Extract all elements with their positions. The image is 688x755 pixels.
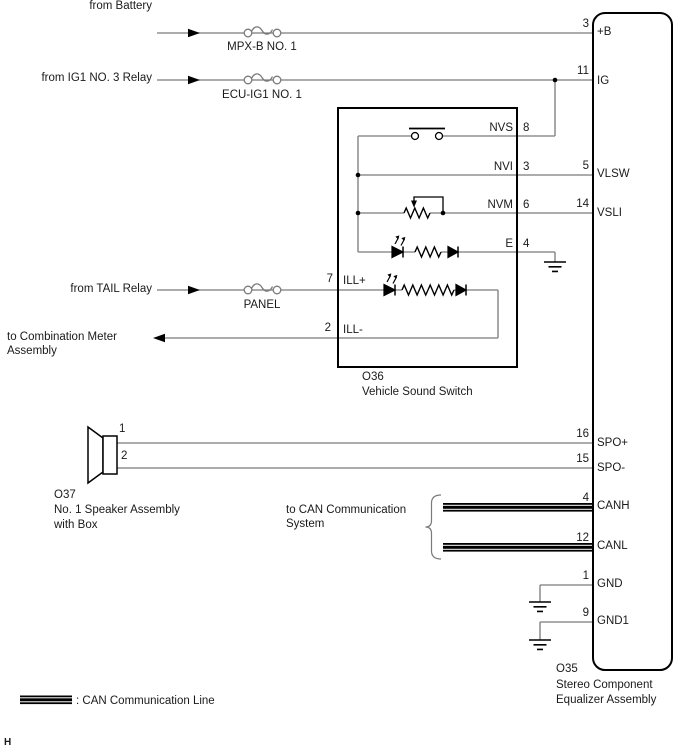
speaker-icon [88,427,117,483]
speaker-id: O37 [54,489,76,501]
fuse-label-panel: PANEL [243,299,281,311]
eq-pin-label-ig: IG [597,75,610,87]
switch-pin-number-nvm: 6 [523,199,530,211]
eq-pin-label-gnd: GND [597,578,623,590]
switch-pin-label-nvm: NVM [487,199,513,211]
eq-pin-number-spo-plus: 16 [576,428,589,440]
switch-pin-number-ill-minus: 2 [324,322,331,334]
eq-pin-label-vsli: VSLI [597,207,622,219]
sound-switch-name: Vehicle Sound Switch [362,386,473,398]
eq-pin-label-canl: CANL [597,540,628,552]
legend-can-text: : CAN Communication Line [76,695,215,707]
source-label-tail-relay: from TAIL Relay [70,283,152,295]
eq-pin-label-vlsw: VLSW [597,168,630,180]
eq-pin-label-canh: CANH [597,500,630,512]
eq-pin-label-b: +B [597,26,612,38]
switch-pin-label-ill-plus: ILL+ [343,275,366,287]
eq-pin-number-b: 3 [582,18,589,30]
arrow-left-icon [153,334,165,343]
fuse-label-mpx-b: MPX-B NO. 1 [227,41,297,53]
eq-pin-number-canl: 12 [576,532,589,544]
speaker-name-2: with Box [54,519,98,531]
arrow-right-icon [188,286,200,295]
source-label-ig1-relay: from IG1 NO. 3 Relay [41,72,152,84]
eq-pin-number-gnd: 1 [582,570,589,582]
eq-pin-number-spo-minus: 15 [576,453,589,465]
dest-label-combination-meter-2: Assembly [7,345,57,357]
eq-pin-number-canh: 4 [582,492,589,504]
eq-pin-number-vlsw: 5 [582,160,589,172]
arrow-right-icon [188,76,200,85]
switch-pin-label-e: E [505,238,513,250]
switch-pin-label-nvs: NVS [489,122,513,134]
switch-pin-number-nvi: 3 [523,161,530,173]
eq-pin-label-gnd1: GND1 [597,615,629,627]
junction-dots [356,78,558,216]
arrowheads [153,29,200,343]
sound-switch-id: O36 [362,371,384,383]
equalizer-id: O35 [556,663,578,675]
equalizer-box [593,13,672,670]
page-marker: H [4,737,12,748]
switch-icon [409,129,445,140]
source-label-battery: from Battery [89,0,152,12]
eq-pin-number-ig: 11 [577,65,589,77]
speaker-pin-1: 1 [119,423,126,435]
legend-can-line-sample [20,696,72,705]
can-brace [426,495,442,559]
arrow-right-icon [188,29,200,38]
switch-pin-number-nvs: 8 [523,122,530,134]
switch-pin-label-nvi: NVI [493,161,513,173]
dest-label-can-system-2: System [286,518,325,530]
eq-pin-label-spo-minus: SPO- [597,462,626,474]
dest-label-combination-meter: to Combination Meter [7,331,117,343]
fuse-label-ecu-ig1: ECU-IG1 NO. 1 [222,89,302,101]
equalizer-name-1: Stereo Component [556,679,653,691]
eq-pin-label-spo-plus: SPO+ [597,437,629,449]
switch-pin-label-ill-minus: ILL- [343,324,363,336]
speaker-pin-2: 2 [121,450,128,462]
eq-pin-number-vsli: 14 [576,198,589,210]
switch-pin-number-ill-plus: 7 [326,273,333,285]
speaker-name-1: No. 1 Speaker Assembly [54,504,180,516]
switch-pin-number-e: 4 [523,238,530,250]
equalizer-name-2: Equalizer Assembly [556,694,657,706]
eq-pin-number-gnd1: 9 [582,607,589,619]
dest-label-can-system: to CAN Communication [286,504,407,516]
